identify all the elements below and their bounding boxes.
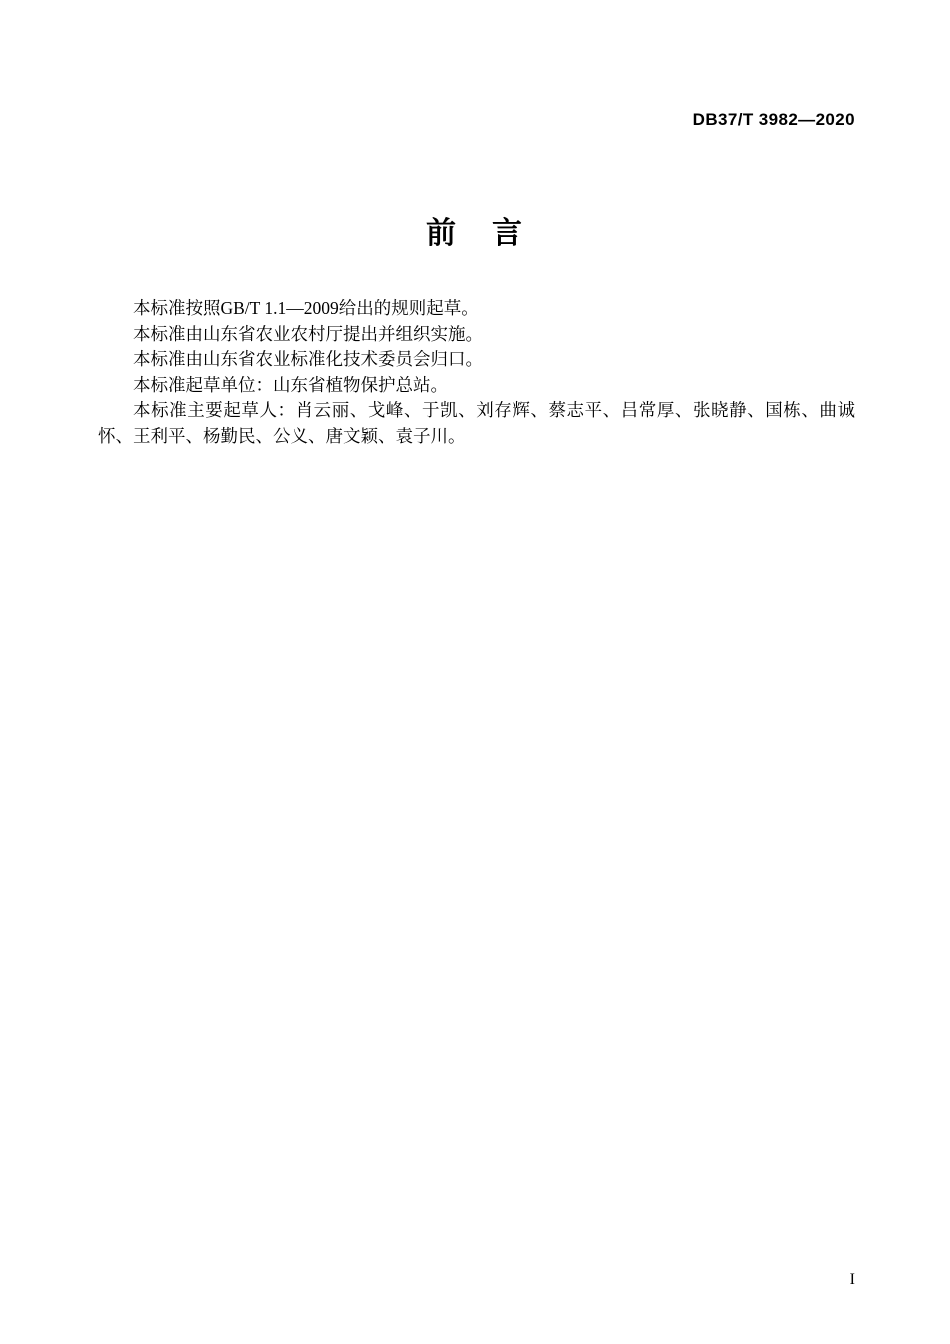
page-title (0, 208, 950, 252)
foreword-paragraph: 本标准按照GB/T 1.1—2009给出的规则起草。 (133, 298, 479, 318)
page-title-second-char: 言 (492, 216, 524, 251)
foreword-paragraph: 本标准起草单位：山东省植物保护总站。 (133, 374, 448, 395)
foreword-paragraph: 本标准主要起草人：肖云丽、戈峰、于凯、刘存辉、蔡志平、吕常厚、张晓静、国栋、曲诚怀、王利平、杨勤民、公义、唐文颖、袁子川。 (98, 400, 855, 446)
foreword-paragraph: 本标准由山东省农业农村厅提出并组织实施。 (133, 323, 483, 344)
page-title-first-char: 前 (426, 216, 458, 251)
document-standard-code: DB37/T 3982—2020 (692, 110, 855, 129)
page-number: I (849, 1271, 855, 1288)
foreword-paragraph: 本标准由山东省农业标准化技术委员会归口。 (133, 349, 483, 369)
foreword-body (98, 296, 855, 449)
